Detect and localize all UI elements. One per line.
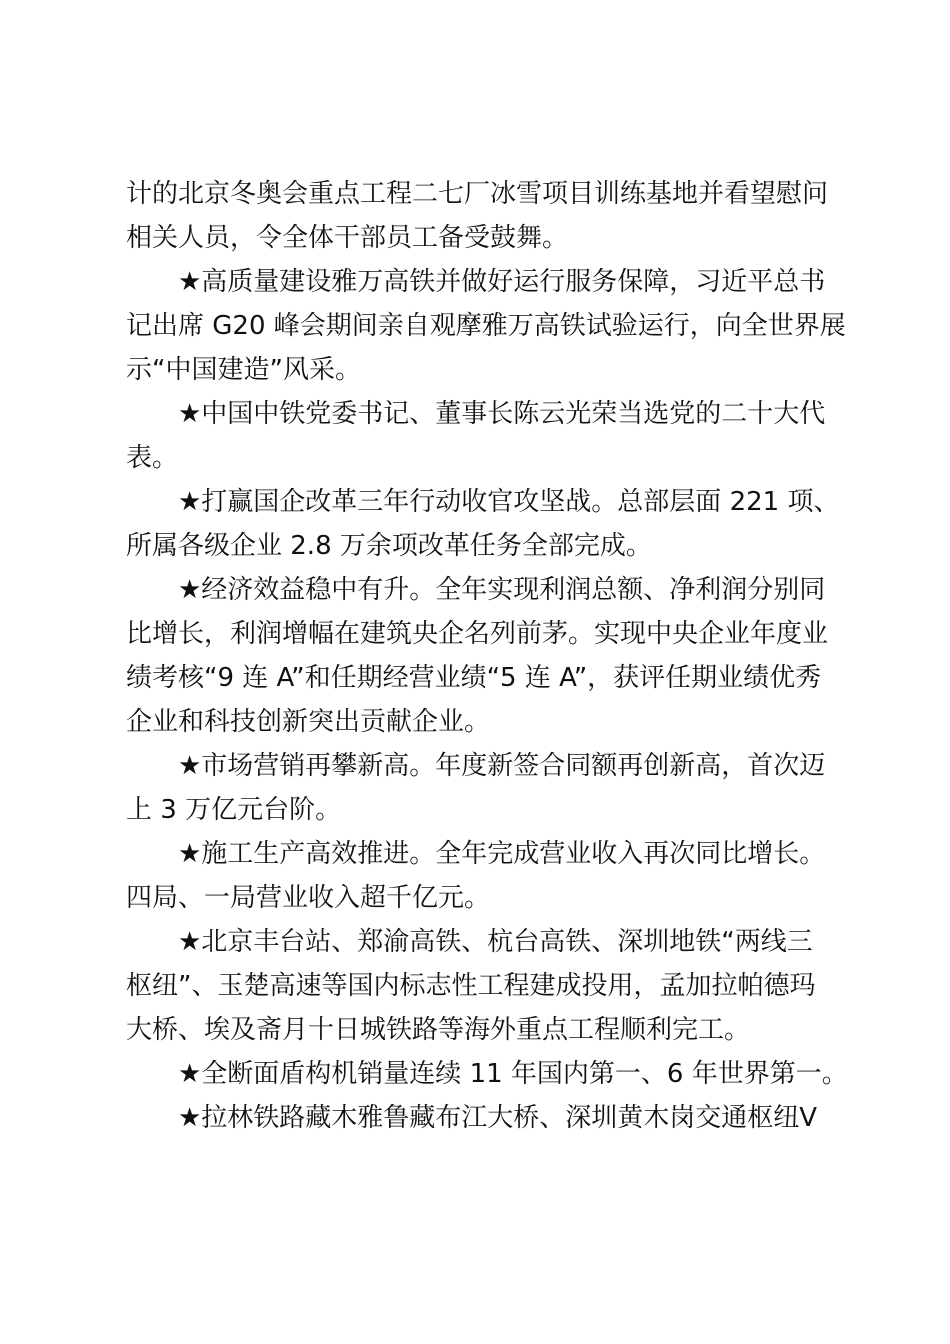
text-line: 相关人员，令全体干部员工备受鼓舞。 (126, 223, 569, 253)
text-line: 枢纽”、玉楚高速等国内标志性工程建成投用，孟加拉帕德玛 (126, 971, 816, 1001)
text-line-bullet: ★打赢国企改革三年行动收官攻坚战。总部层面 221 项、 (178, 487, 840, 517)
text-line: 大桥、埃及斋月十日城铁路等海外重点工程顺利完工。 (126, 1015, 751, 1045)
text-line: 四局、一局营业收入超千亿元。 (126, 883, 491, 913)
text-line: 企业和科技创新突出贡献企业。 (126, 707, 491, 737)
text-line: 比增长，利润增幅在建筑央企名列前茅。实现中央企业年度业 (126, 619, 829, 649)
text-line: 上 3 万亿元台阶。 (126, 795, 342, 825)
text-line: 示“中国建造”风采。 (126, 355, 361, 385)
text-line-bullet: ★北京丰台站、郑渝高铁、杭台高铁、深圳地铁“两线三 (178, 927, 813, 957)
text-line: 绩考核“9 连 A”和任期经营业绩“5 连 A”，获评任期业绩优秀 (126, 663, 822, 693)
text-line: 表。 (126, 443, 179, 473)
document-body (126, 172, 848, 1140)
text-line: 所属各级企业 2.8 万余项改革任务全部完成。 (126, 531, 652, 561)
text-line-bullet: ★经济效益稳中有升。全年实现利润总额、净利润分别同 (178, 575, 826, 605)
text-line-bullet: ★中国中铁党委书记、董事长陈云光荣当选党的二十大代 (178, 399, 826, 429)
text-line: 记出席 G20 峰会期间亲自观摩雅万高铁试验运行，向全世界展 (126, 311, 846, 341)
text-line-bullet: ★拉林铁路藏木雅鲁藏布江大桥、深圳黄木岗交通枢纽Ⅴ (178, 1103, 818, 1133)
text-line-bullet: ★高质量建设雅万高铁并做好运行服务保障，习近平总书 (178, 267, 826, 297)
text-line-bullet: ★市场营销再攀新高。年度新签合同额再创新高，首次迈 (178, 751, 826, 781)
text-line-bullet: ★全断面盾构机销量连续 11 年国内第一、6 年世界第一。 (178, 1059, 848, 1089)
text-line: 计的北京冬奥会重点工程二七厂冰雪项目训练基地并看望慰问 (126, 179, 829, 209)
text-line-bullet: ★施工生产高效推进。全年完成营业收入再次同比增长。 (178, 839, 826, 869)
